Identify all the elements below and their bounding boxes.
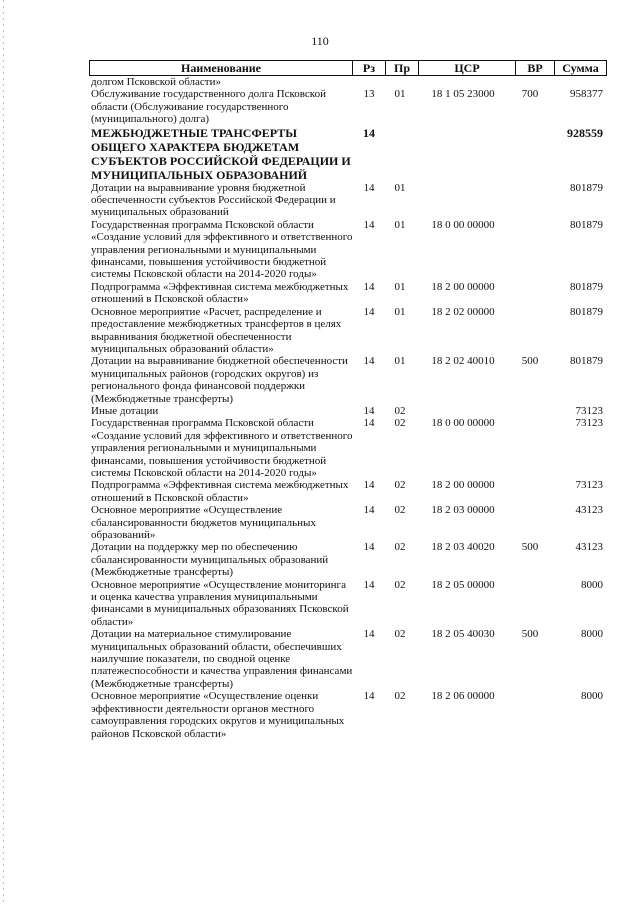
cell-vr xyxy=(511,579,549,629)
cell-rz: 14 xyxy=(363,504,375,517)
cell-name: Дотации на выравнивание бюджетной обеспеченности муниципальных районов (городских округов) из регионального фонда финансовой поддержки (Межбюджетные трансферты) xyxy=(91,355,348,405)
table-row xyxy=(89,126,607,182)
cell-name: Иные дотации xyxy=(91,404,159,417)
table-row xyxy=(89,182,607,219)
header-pr: Пр xyxy=(385,61,418,75)
table-row xyxy=(89,417,607,479)
cell-vr: 500 xyxy=(521,355,539,368)
cell-name: Основное мероприятие «Осуществление оценки эффективности деятельности органов местного самоуправления городских округов и муниципальных районов Псковской области» xyxy=(91,690,345,740)
cell-rz: 14 xyxy=(363,181,375,194)
cell-vr xyxy=(511,281,549,306)
cell-csr: 18 2 03 40020 xyxy=(431,541,495,554)
header-sum: Сумма xyxy=(554,61,606,75)
cell-pr: 02 xyxy=(394,628,406,641)
table-row xyxy=(89,479,607,504)
table-row xyxy=(89,541,607,578)
cell-name: Подпрограмма «Эффективная система межбюджетных отношений в Псковской области» xyxy=(91,280,349,306)
table-row xyxy=(89,405,607,417)
cell-name: МЕЖБЮДЖЕТНЫЕ ТРАНСФЕРТЫ ОБЩЕГО ХАРАКТЕРА БЮДЖЕТАМ СУБЪЕКТОВ РОССИЙСКОЙ ФЕДЕРАЦИИ И МУНИЦИПАЛЬНЫХ ОБРАЗОВАНИЙ xyxy=(91,125,351,182)
table-row xyxy=(89,504,607,541)
cell-name: Подпрограмма «Эффективная система межбюджетных отношений в Псковской области» xyxy=(91,479,349,504)
cell-csr: 18 2 05 00000 xyxy=(431,578,495,591)
cell-rz: 13 xyxy=(363,88,375,101)
cell-csr: 18 2 00 00000 xyxy=(431,280,495,293)
budget-table xyxy=(89,60,607,740)
header-name: Наименование xyxy=(181,61,261,75)
cell-vr xyxy=(511,219,549,281)
cell-rz xyxy=(353,76,385,88)
cell-rz: 14 xyxy=(363,578,375,591)
cell-name: Дотации на материальное стимулирование муниципальных образований области, обеспечивших наилучшие показатели, по сводной оценке платежеспособности и качества управления финансами (Межбюджетные трансферты) xyxy=(91,628,353,690)
cell-sum: 801879 xyxy=(570,280,603,293)
cell-sum: 801879 xyxy=(570,305,603,318)
cell-csr: 18 2 05 40030 xyxy=(431,628,495,641)
cell-pr: 02 xyxy=(394,417,406,430)
cell-pr: 02 xyxy=(394,479,406,492)
cell-sum: 8000 xyxy=(581,690,603,703)
cell-sum xyxy=(549,76,607,88)
cell-rz: 14 xyxy=(363,690,375,703)
cell-rz: 14 xyxy=(363,355,375,368)
table-row xyxy=(89,88,607,125)
cell-pr: 01 xyxy=(394,218,406,231)
cell-name: долгом Псковской области» xyxy=(91,76,221,88)
cell-rz: 14 xyxy=(363,628,375,641)
cell-name: Дотации на выравнивание уровня бюджетной обеспеченности субъектов Российской Федерации и муниципальных образований xyxy=(91,181,336,219)
cell-vr xyxy=(511,504,549,541)
cell-csr xyxy=(415,405,511,417)
cell-name: Государственная программа Псковской области «Создание условий для эффективного и ответственного управления региональными и муниципальными финансами, повышения устойчивости бюджетной системы Псковской области на 2014-2020 годы» xyxy=(91,218,353,281)
cell-pr: 02 xyxy=(394,504,406,517)
cell-vr xyxy=(511,182,549,219)
table-header xyxy=(89,60,607,76)
cell-vr xyxy=(511,76,549,88)
cell-rz: 14 xyxy=(363,280,375,293)
header-vr: ВР xyxy=(515,61,554,75)
cell-sum: 801879 xyxy=(570,355,603,368)
cell-csr: 18 2 03 00000 xyxy=(431,504,495,517)
cell-pr: 01 xyxy=(394,280,406,293)
cell-csr: 18 0 00 00000 xyxy=(431,417,495,430)
cell-sum: 8000 xyxy=(581,578,603,591)
cell-name: Основное мероприятие «Осуществление сбалансированности бюджетов муниципальных образований» xyxy=(91,504,316,541)
cell-sum: 73123 xyxy=(575,404,603,417)
cell-vr: 700 xyxy=(521,88,539,101)
cell-sum: 928559 xyxy=(567,125,603,140)
cell-pr: 01 xyxy=(394,355,406,368)
cell-rz: 14 xyxy=(363,404,375,417)
cell-pr: 01 xyxy=(394,88,406,101)
table-row xyxy=(89,306,607,356)
cell-name: Основное мероприятие «Расчет, распределение и предоставление межбюджетных трансфертов в целях выравнивания бюджетной обеспеченности муниципальных образований области» xyxy=(91,305,342,355)
cell-rz: 14 xyxy=(363,218,375,231)
scan-edge-mark xyxy=(3,0,4,905)
table-row xyxy=(89,76,607,88)
cell-rz: 14 xyxy=(363,479,375,492)
cell-rz: 14 xyxy=(363,305,375,318)
cell-vr xyxy=(511,690,549,740)
cell-sum: 73123 xyxy=(575,479,603,492)
cell-pr: 02 xyxy=(394,690,406,703)
table-row xyxy=(89,219,607,281)
table-row xyxy=(89,355,607,405)
cell-name: Основное мероприятие «Осуществление мониторинга и оценка качества управления муниципальными финансами в муниципальных образованиях Псковской области» xyxy=(91,578,349,628)
table-row xyxy=(89,690,607,740)
cell-csr xyxy=(415,182,511,219)
header-rz: Рз xyxy=(352,61,385,75)
cell-pr: 01 xyxy=(394,181,406,194)
cell-vr xyxy=(511,479,549,504)
cell-vr xyxy=(511,405,549,417)
cell-rz: 14 xyxy=(363,417,375,430)
cell-vr xyxy=(511,417,549,479)
table-row xyxy=(89,281,607,306)
cell-name: Государственная программа Псковской области «Создание условий для эффективного и ответственного управления региональными и муниципальными финансами, повышения устойчивости бюджетной системы Псковской области на 2014-2020 годы» xyxy=(91,417,353,479)
cell-pr: 02 xyxy=(394,404,406,417)
table-row xyxy=(89,628,607,690)
page-number: 110 xyxy=(311,34,329,48)
header-csr: ЦСР xyxy=(418,61,515,75)
cell-sum: 73123 xyxy=(575,417,603,430)
cell-sum: 8000 xyxy=(581,628,603,641)
cell-csr: 18 2 00 00000 xyxy=(431,479,495,492)
table-row xyxy=(89,579,607,629)
cell-pr xyxy=(385,76,415,88)
cell-csr xyxy=(415,76,511,88)
cell-sum: 43123 xyxy=(575,504,603,517)
cell-rz: 14 xyxy=(363,125,375,140)
cell-name: Дотации на поддержку мер по обеспечению сбалансированности муниципальных образований (Межбюджетные трансферты) xyxy=(91,541,329,579)
cell-sum: 43123 xyxy=(575,541,603,554)
cell-sum: 801879 xyxy=(570,181,603,194)
cell-pr: 01 xyxy=(394,305,406,318)
cell-pr: 02 xyxy=(394,541,406,554)
cell-rz: 14 xyxy=(363,541,375,554)
cell-sum: 958377 xyxy=(570,88,603,101)
cell-csr: 18 0 00 00000 xyxy=(431,218,495,231)
cell-csr: 18 2 02 00000 xyxy=(431,305,495,318)
cell-csr xyxy=(415,126,511,182)
cell-csr: 18 1 05 23000 xyxy=(431,88,495,101)
cell-csr: 18 2 06 00000 xyxy=(431,690,495,703)
cell-csr: 18 2 02 40010 xyxy=(431,355,495,368)
cell-vr xyxy=(511,126,549,182)
cell-vr: 500 xyxy=(521,541,539,554)
table-body xyxy=(89,76,607,740)
cell-pr: 02 xyxy=(394,578,406,591)
cell-sum: 801879 xyxy=(570,218,603,231)
cell-pr xyxy=(385,126,415,182)
cell-name: Обслуживание государственного долга Псковской области (Обслуживание государственного (муниципального) долга) xyxy=(91,88,326,126)
cell-vr xyxy=(511,306,549,356)
cell-vr: 500 xyxy=(521,628,539,641)
